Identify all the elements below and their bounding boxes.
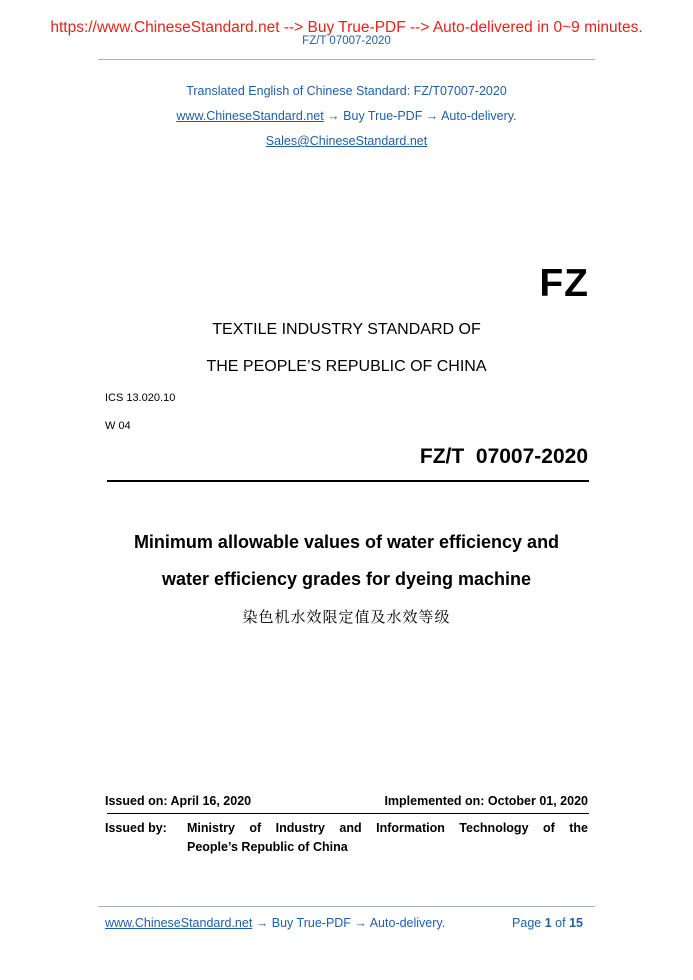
translation-notice: Translated English of Chinese Standard: FZ/T07007-2020: [186, 84, 507, 98]
page-current: 1: [544, 916, 552, 930]
ics-code: ICS 13.020.10: [105, 392, 176, 404]
page-of: of: [555, 916, 566, 930]
footer-site-link[interactable]: www.ChineseStandard.net: [105, 916, 253, 930]
title-line1: Minimum allowable values of water efficiency and: [133, 532, 560, 552]
issued-by-line1: Ministry of Industry and Information Technology of the: [187, 821, 588, 835]
footer-promo: [105, 916, 445, 930]
sales-line: [0, 134, 693, 148]
page-label: Page: [512, 916, 542, 930]
dates-divider: [107, 813, 589, 814]
promo-text: → Buy True-PDF → Auto-delivery.: [323, 109, 517, 123]
sales-email-link[interactable]: Sales@ChineseStandard.net: [265, 134, 428, 148]
issued-on-date: Issued on: April 16, 2020: [105, 794, 252, 808]
title-divider: [107, 480, 589, 482]
page-total: 15: [569, 916, 583, 930]
classification-code: W 04: [105, 420, 131, 432]
fz-logo: FZ: [539, 262, 589, 305]
footer-divider: [98, 906, 595, 907]
title-line2: water efficiency grades for dyeing machine: [161, 569, 532, 589]
chinese-title: 染色机水效限定值及水效等级: [242, 608, 451, 626]
standard-type-line1: TEXTILE INDUSTRY STANDARD OF: [212, 321, 481, 338]
standard-number: FZ/T 07007-2020: [419, 445, 588, 468]
footer-promo-text: → Buy True-PDF → Auto-delivery.: [252, 916, 446, 930]
issued-by-line2: People’s Republic of China: [187, 840, 348, 854]
standard-type-line2: THE PEOPLE’S REPUBLIC OF CHINA: [206, 358, 487, 375]
promo-line: [0, 109, 693, 123]
header-divider: [98, 59, 595, 60]
page-indicator: [512, 916, 583, 930]
top-banner: https://www.ChineseStandard.net --> Buy True-PDF --> Auto-delivered in 0~9 minutes.: [50, 19, 643, 36]
running-header-code: FZ/T 07007-2020: [302, 35, 391, 47]
implemented-on-date: Implemented on: October 01, 2020: [384, 794, 588, 808]
issued-by-label: Issued by:: [105, 821, 167, 835]
site-link[interactable]: www.ChineseStandard.net: [176, 109, 324, 123]
